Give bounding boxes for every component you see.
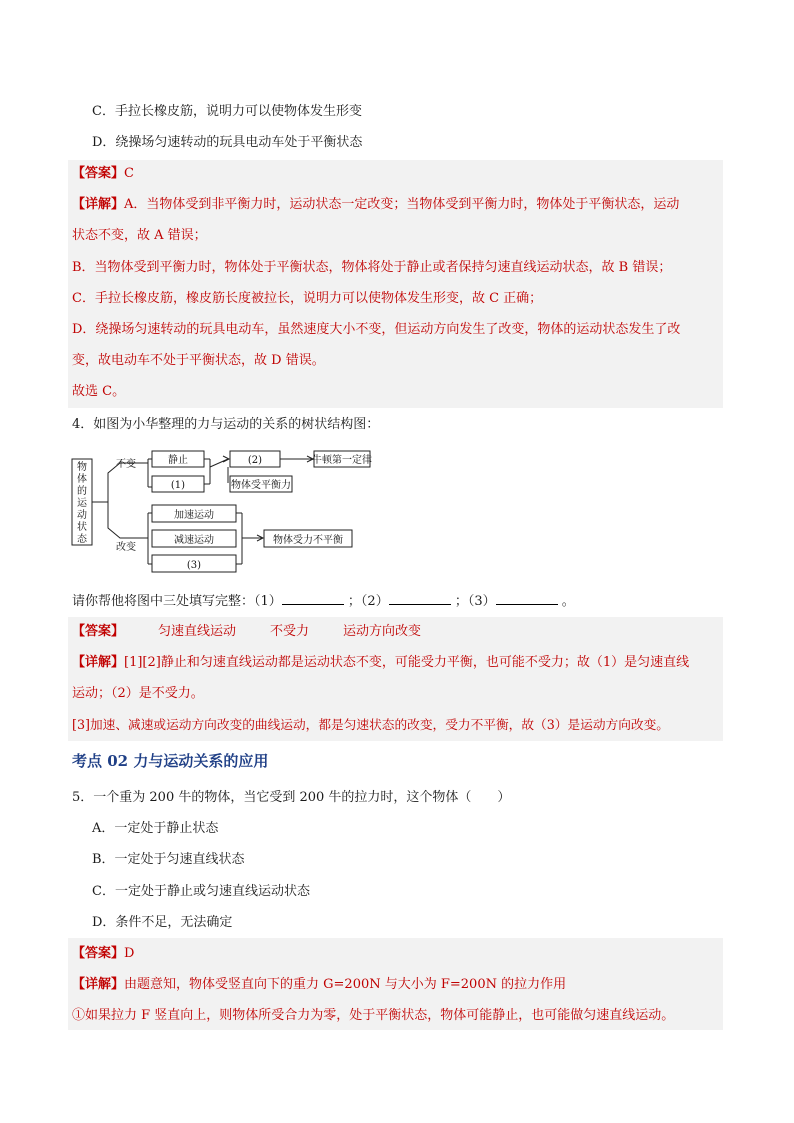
arrow-head <box>223 456 229 462</box>
text-blank3: (3) <box>186 560 202 571</box>
text-static: 静止 <box>168 455 188 466</box>
q4-answer <box>72 622 421 642</box>
q4-detail-1b: 运动；（2）是不受力。 <box>72 686 204 701</box>
root-char: 体 <box>77 474 87 485</box>
branch-changed-line <box>108 502 148 538</box>
q5-stem: 5．一个重为 200 牛的物体，当它受到 200 牛的拉力时，这个物体（ ） <box>72 790 511 805</box>
q5-answer <box>72 944 134 964</box>
root-char: 物 <box>77 462 87 473</box>
q4-prompt: 请你帮他将图中三处填写完整：（1） ；（2） ；（3） 。 <box>72 591 575 612</box>
q3-detail-a2: 状态不变，故 A 错误； <box>72 228 207 243</box>
text-unbalanced: 物体受力不平衡 <box>273 535 343 546</box>
answer-value: D <box>124 946 135 961</box>
root-char: 运 <box>77 498 87 509</box>
q5-option-a: A．一定处于静止状态 <box>92 821 219 836</box>
blank-1[interactable] <box>282 591 344 605</box>
q3-option-c: C．手拉长橡皮筋，说明力可以使物体发生形变 <box>92 104 362 119</box>
text-blank1: (1) <box>170 480 186 491</box>
force-motion-tree-diagram <box>68 445 388 580</box>
q3-answer <box>72 164 134 184</box>
root-char: 状 <box>77 522 87 533</box>
answer-3: 运动方向改变 <box>343 624 422 639</box>
label-unchanged: 不变 <box>116 459 136 470</box>
q4-stem: 4．如图为小华整理的力与运动的关系的树状结构图： <box>72 417 380 432</box>
root-char: 动 <box>77 510 87 521</box>
section-title: 考点 02 力与运动关系的应用 <box>72 752 269 770</box>
detail-label: 【详解】 <box>72 655 125 670</box>
q5-detail-1: 【详解】由题意知，物体受竖直向下的重力 G=200N 与大小为 F=200N 的拉力作用 <box>72 977 567 992</box>
text-blank2: (2) <box>247 455 263 466</box>
root-char: 的 <box>77 486 87 497</box>
answer-1: 匀速直线运动 <box>158 624 237 639</box>
q3-conclusion: 故选 C。 <box>72 384 126 399</box>
answer-label: 【答案】 <box>72 624 125 639</box>
blank-3[interactable] <box>496 591 558 605</box>
q5-option-b: B．一定处于匀速直线状态 <box>92 852 245 867</box>
q3-option-d: D．绕操场匀速转动的玩具电动车处于平衡状态 <box>92 135 363 150</box>
detail-label: 【详解】 <box>72 977 125 992</box>
detail-label: 【详解】 <box>72 197 125 212</box>
root-char: 态 <box>77 534 87 545</box>
q5-option-d: D．条件不足，无法确定 <box>92 915 233 930</box>
answer-2: 不受力 <box>270 624 310 639</box>
blank-2[interactable] <box>389 591 451 605</box>
text-newton: 牛顿第一定律 <box>312 455 372 466</box>
q3-detail-c: C．手拉长橡皮筋，橡皮筋长度被拉长，说明力可以使物体发生形变，故 C 正确； <box>72 291 543 306</box>
text-accelerate: 加速运动 <box>174 510 214 521</box>
q4-detail-3: [3]加速、减速或运动方向改变的曲线运动，都是匀速状态的改变，受力不平衡，故（3）是运动方向改变。 <box>72 717 669 732</box>
answer-value: C <box>124 166 134 181</box>
text-decelerate: 减速运动 <box>174 535 214 546</box>
q5-detail-2: ①如果拉力 F 竖直向上，则物体所受合力为零，处于平衡状态，物体可能静止，也可能做匀速直线运动。 <box>72 1008 675 1023</box>
q3-detail-b: B．当物体受到平衡力时，物体处于平衡状态，物体将处于静止或者保持匀速直线运动状态，故 B 错误； <box>72 260 672 275</box>
text-balanced: 物体受平衡力 <box>231 480 291 491</box>
q3-detail-d1: D．绕操场匀速转动的玩具电动车，虽然速度大小不变，但运动方向发生了改变，物体的运动状态发生了改 <box>72 322 681 337</box>
answer-label: 【答案】 <box>72 166 125 181</box>
q5-option-c: C．一定处于静止或匀速直线运动状态 <box>92 884 310 899</box>
q3-detail-d2: 变，故电动车不处于平衡状态，故 D 错误。 <box>72 353 325 368</box>
q3-detail-a1: 【详解】A．当物体受到非平衡力时，运动状态一定改变；当物体受到平衡力时，物体处于平衡状态，运动 <box>72 197 680 212</box>
answer-label: 【答案】 <box>72 946 125 961</box>
label-changed: 改变 <box>116 542 136 553</box>
q4-detail-1a: 【详解】[1][2]静止和匀速直线运动都是运动状态不变，可能受力平衡，也可能不受力；故（1）是匀速直线 <box>72 655 690 670</box>
